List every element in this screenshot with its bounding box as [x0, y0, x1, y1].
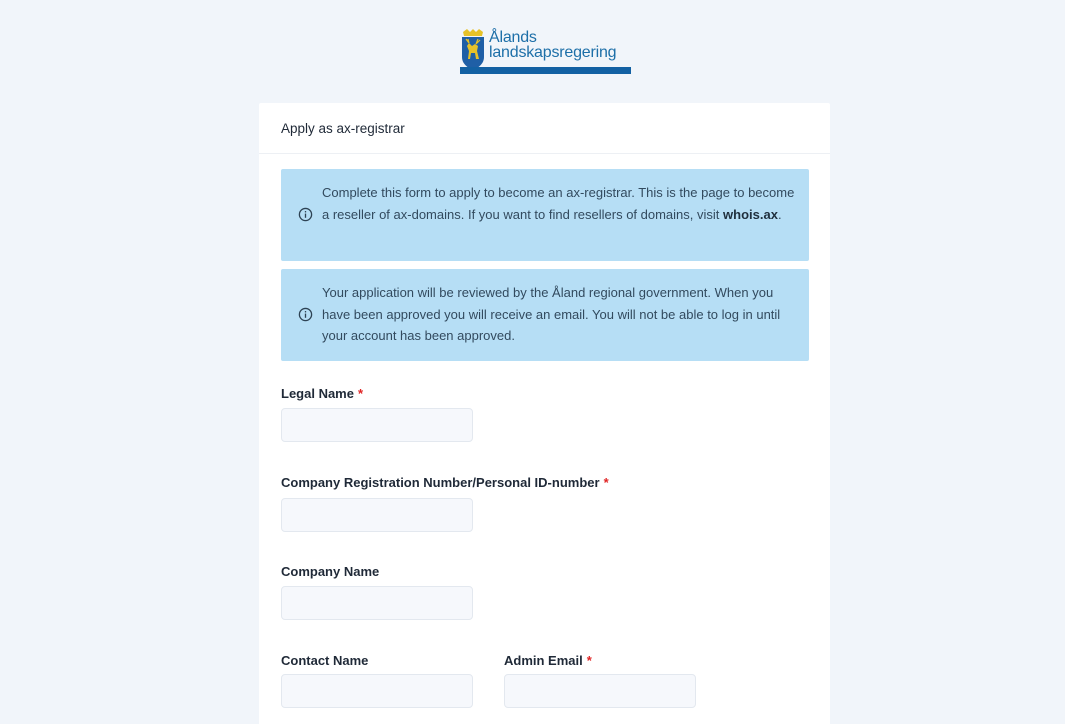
company-name-label-text: Company Name	[281, 564, 380, 579]
info-alert-become-registrar	[281, 169, 809, 261]
alert-text-part: .	[777, 206, 782, 222]
info-circle-icon	[298, 207, 313, 222]
contact-name-label	[281, 653, 368, 668]
legal-name-label-text: Legal Name	[281, 386, 354, 401]
company-registration-number-label-text: Company Registration Number/Personal ID-number	[281, 475, 600, 490]
alert-text-part: Complete this form to apply to become an ax-registrar. This is the page to become a reseller of ax-domains. If you want to find resellers of domains, visit	[322, 185, 795, 222]
legal-name-input[interactable]	[281, 408, 473, 442]
company-name-label	[281, 564, 379, 579]
legal-name-label	[281, 386, 363, 401]
aland-government-logo	[458, 27, 632, 75]
info-circle-icon	[298, 307, 313, 322]
company-registration-number-input[interactable]	[281, 498, 473, 532]
alert-text	[322, 182, 795, 225]
card-header	[259, 103, 830, 154]
required-mark: *	[586, 653, 592, 668]
required-mark: *	[603, 475, 609, 490]
alert-text: Your application will be reviewed by the Åland regional government. When you have been approved you will receive an email. You will not be able to log in until your account has been approved.	[322, 285, 781, 343]
admin-email-label	[504, 653, 592, 668]
admin-email-label-text: Admin Email	[504, 653, 583, 668]
contact-name-label-text: Contact Name	[281, 653, 369, 668]
contact-name-input[interactable]	[281, 674, 473, 708]
logo-bar	[460, 67, 631, 74]
company-name-input[interactable]	[281, 586, 473, 620]
card-title: Apply as ax-registrar	[281, 120, 405, 136]
admin-email-input[interactable]	[504, 674, 696, 708]
info-alert-review	[281, 269, 809, 361]
application-card	[259, 103, 830, 724]
logo-text: Ålands landskapsregering	[489, 29, 617, 61]
aland-coat-of-arms-icon	[460, 29, 486, 71]
company-registration-number-label	[281, 475, 609, 490]
required-mark: *	[357, 386, 364, 401]
whois-link[interactable]: whois.ax	[723, 206, 778, 222]
